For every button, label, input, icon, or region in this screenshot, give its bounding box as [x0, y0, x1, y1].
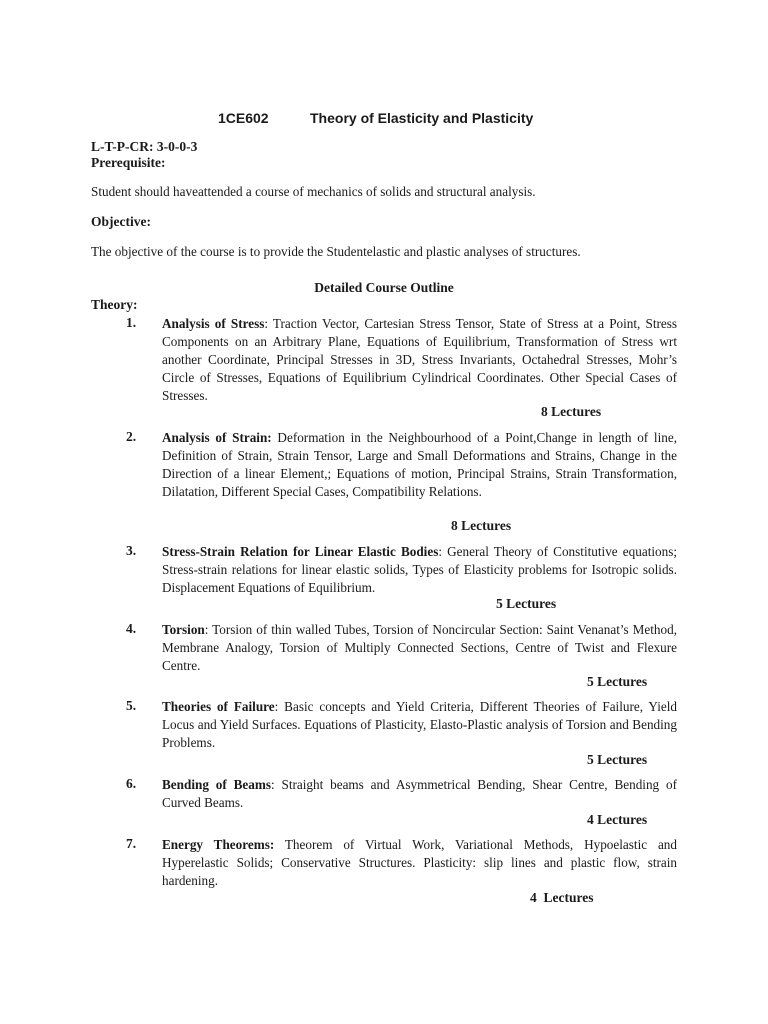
- unit-title: Analysis of Stress: [162, 316, 265, 331]
- ltpcr-line: L-T-P-CR: 3-0-0-3: [91, 139, 198, 154]
- unit-6-lectures: 4 Lectures: [587, 812, 648, 827]
- unit-title: Torsion: [162, 622, 205, 637]
- unit-number: 7.: [126, 836, 137, 851]
- unit-number: 4.: [126, 621, 137, 636]
- unit-text: : General Theory of Constitutive equations; Stress-strain relations for linear elastic solids, Types of Elasticity problems for Isotropic solids. Displacement Equations of Equilibrium.: [162, 544, 677, 595]
- unit-text: : Basic concepts and Yield Criteria, Different Theories of Failure, Yield Locus and Yield Surfaces. Equations of Plasticity, Elasto-Plastic analysis of Torsion and Bending Problems.: [162, 699, 677, 750]
- unit-text: Deformation in the Neighbourhood of a Point,Change in length of line, Definition of Strain, Strain Tensor, Large and Small Deformations and Strains, Change in the Direction of a linear Element,; Equations of motion, Principal Strains, Strain Transformation, Dilatation, Different Special Cases, Compatibility Relations.: [162, 430, 677, 499]
- course-code: 1CE602: [218, 110, 269, 126]
- unit-body: [162, 315, 677, 405]
- unit-number: 2.: [126, 429, 137, 444]
- unit-number: 5.: [126, 698, 137, 713]
- unit-text: : Torsion of thin walled Tubes, Torsion of Noncircular Section: Saint Venanat’s Method, Membrane Analogy, Torsion of Multiply Connected Sections, Centre of Twist and Flexure Centre.: [162, 622, 677, 673]
- unit-3-lectures: 5 Lectures: [496, 596, 557, 611]
- unit-number: 6.: [126, 776, 137, 791]
- unit-title: Bending of Beams: [162, 777, 271, 792]
- prerequisite-label: Prerequisite:: [91, 155, 166, 170]
- unit-body: [162, 698, 677, 752]
- unit-text: : Traction Vector, Cartesian Stress Tensor, State of Stress at a Point, Stress Components on an Arbitrary Plane, Equations of Equilibrium, Transformation of Stress wrt another Coordinate, Principal Stresses in 3D, Stress Invariants, Octahedral Stresses, Mohr’s Circle of Stresses, Equations of Equilibrium Cylindrical Coordinates. Other Special Cases of Stresses.: [162, 316, 677, 403]
- unit-5-lectures: 5 Lectures: [587, 752, 648, 767]
- unit-title: Energy Theorems:: [162, 837, 275, 852]
- unit-body: [162, 429, 677, 501]
- objective-text: The objective of the course is to provide the Studentelastic and plastic analyses of structures.: [91, 244, 581, 259]
- unit-body: [162, 543, 677, 597]
- outline-heading: [0, 280, 768, 296]
- course-title-row: [218, 110, 533, 126]
- unit-2-lectures: 8 Lectures: [451, 518, 512, 533]
- course-title: Theory of Elasticity and Plasticity: [310, 110, 534, 126]
- unit-text: : Straight beams and Asymmetrical Bending, Shear Centre, Bending of Curved Beams.: [162, 777, 677, 810]
- unit-title: Theories of Failure: [162, 699, 275, 714]
- unit-number: 3.: [126, 543, 137, 558]
- unit-4-lectures: 5 Lectures: [587, 674, 648, 689]
- unit-title: Analysis of Strain:: [162, 430, 272, 445]
- unit-body: [162, 776, 677, 812]
- unit-body: [162, 836, 677, 890]
- objective-label: Objective:: [91, 214, 151, 229]
- unit-text: Theorem of Virtual Work, Variational Methods, Hypoelastic and Hyperelastic Solids; Conservative Structures. Plasticity: slip lines and plastic flow, strain hardening.: [162, 837, 677, 888]
- unit-title: Stress-Strain Relation for Linear Elastic Bodies: [162, 544, 439, 559]
- unit-7-lectures: 4 Lectures: [530, 890, 594, 905]
- unit-number: 1.: [126, 315, 137, 330]
- prerequisite-text: Student should haveattended a course of mechanics of solids and structural analysis.: [91, 184, 536, 199]
- unit-body: [162, 621, 677, 675]
- unit-1-lectures: 8 Lectures: [541, 404, 602, 419]
- theory-label: Theory:: [91, 297, 138, 312]
- outline-heading-text: Detailed Course Outline: [314, 280, 454, 295]
